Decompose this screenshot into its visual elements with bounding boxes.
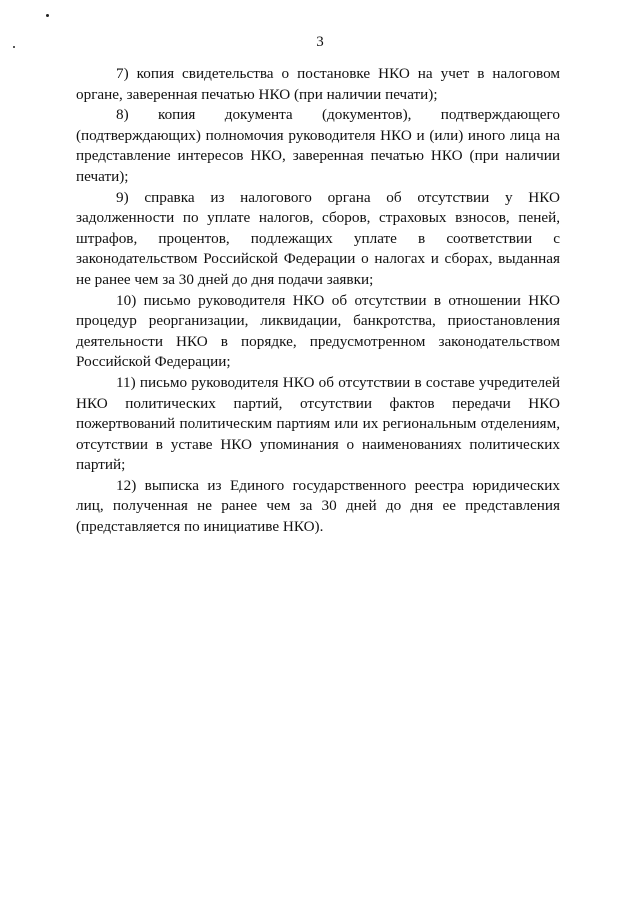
list-item-8: 8) копия документа (документов), подтверждающего (подтверждающих) полномочия руководителя НКО и (или) иного лица на представление интересов НКО, заверенная печатью НКО (при наличии печати); — [76, 106, 560, 185]
page-number: 3 — [316, 34, 324, 50]
scan-speck — [46, 14, 49, 17]
list-item-12: 12) выписка из Единого государственного реестра юридических лиц, полученная не ранее чем за 30 дней до дня ее представления (представляется по инициативе НКО). — [76, 476, 560, 536]
document-body — [76, 64, 560, 538]
list-item-9: 9) справка из налогового органа об отсутствии у НКО задолженности по уплате налогов, сборов, страховых взносов, пеней, штрафов, процентов, подлежащих уплате в соответствии с законодательством Российской Федерации о налогах и сборах, выданная не ранее чем за 30 дней до дня подачи заявки; — [76, 188, 560, 288]
list-item-11: 11) письмо руководителя НКО об отсутствии в составе учредителей НКО политических партий, отсутствии фактов передачи НКО пожертвований политическим партиям или их региональным отделениям, отсутствии в уставе НКО упоминания о наименованиях политических партий; — [76, 373, 560, 474]
list-item-7: 7) копия свидетельства о постановке НКО на учет в налоговом органе, заверенная печатью НКО (при наличии печати); — [76, 65, 560, 103]
list-item-10: 10) письмо руководителя НКО об отсутствии в отношении НКО процедур реорганизации, ликвидации, банкротства, приостановления деятельности НКО в порядке, предусмотренном законодательством Российской Федерации; — [76, 291, 560, 371]
